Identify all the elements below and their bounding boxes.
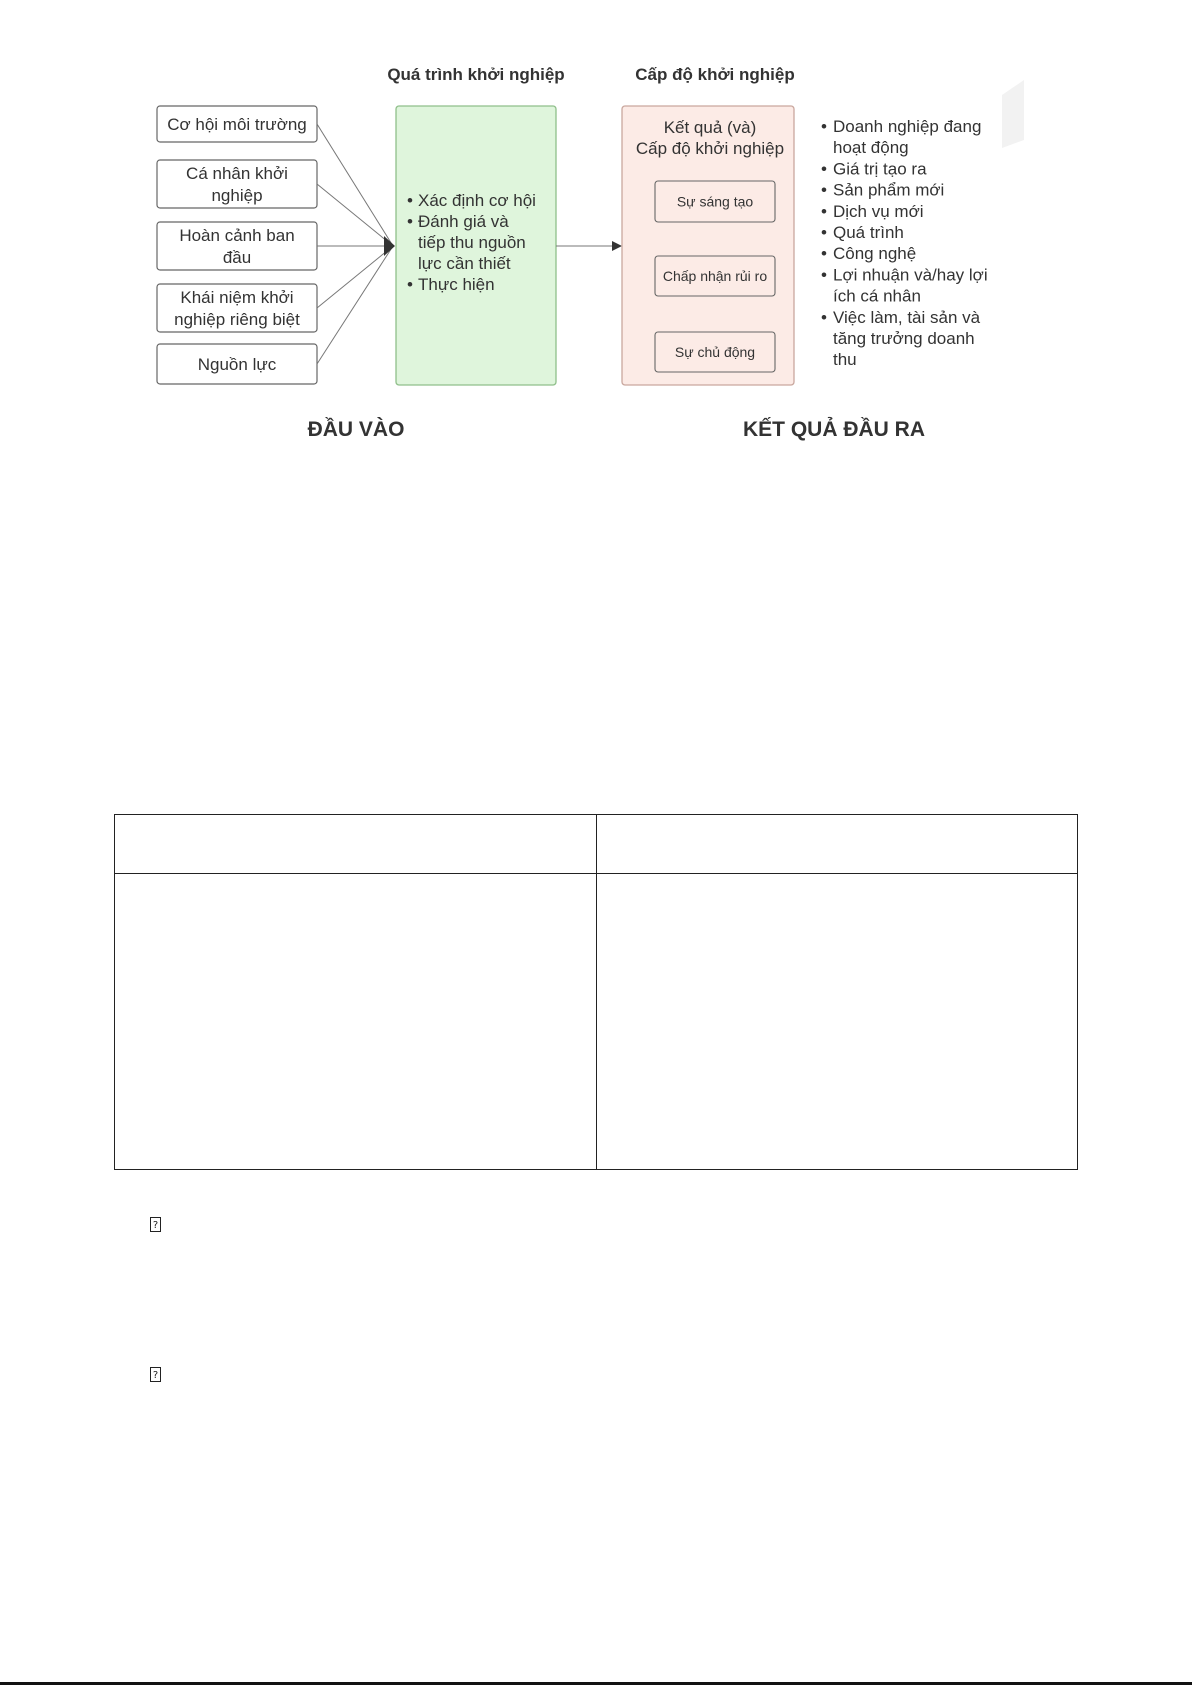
input-box-label: Nguồn lực [197, 355, 277, 374]
decorative-corner-shape [1002, 80, 1024, 148]
bullet-icon: • [821, 180, 827, 200]
bullet-icon: • [821, 244, 827, 264]
outcome-list [821, 117, 988, 369]
table-cell [115, 815, 597, 874]
connector-line [317, 246, 393, 308]
bullet-icon: • [407, 212, 413, 231]
outcome-text: tăng trưởng doanh [833, 329, 975, 348]
empty-two-column-table [114, 814, 1078, 1170]
process-step-text: Thực hiện [418, 275, 495, 294]
bottom-label-output: KẾT QUẢ ĐẦU RA [743, 418, 925, 441]
result-item-label: Sự sáng tạo [676, 193, 754, 210]
bullet-icon: • [407, 275, 413, 294]
input-box-label: nghiệp riêng biệt [174, 310, 300, 329]
process-box [396, 106, 556, 385]
bottom-label-input: ĐẦU VÀO [307, 418, 405, 441]
input-box-label: Hoàn cảnh ban [179, 226, 295, 245]
outcome-text: hoạt động [833, 138, 909, 158]
bullet-icon: • [821, 223, 827, 242]
missing-glyph-bullet: ? [150, 1367, 161, 1382]
connector-line [317, 124, 393, 246]
input-connector-lines [317, 124, 395, 364]
input-box-label: đầu [222, 248, 252, 267]
outcome-text: Doanh nghiệp đang [833, 117, 982, 136]
bullet-icon: • [407, 191, 413, 210]
section-title-level: Cấp độ khởi nghiệp [635, 65, 795, 84]
input-box-label: Khái niệm khởi [180, 288, 294, 307]
process-step-text: Đánh giá và [418, 212, 509, 231]
entrepreneurship-process-diagram [0, 0, 1192, 460]
result-box [622, 106, 794, 385]
process-step-text: lực cần thiết [418, 254, 511, 273]
bullet-icon: • [821, 201, 827, 221]
table-header-row [115, 815, 1078, 874]
connector-line [317, 246, 393, 364]
process-step-text: tiếp thu nguồn [418, 233, 526, 252]
table-row [115, 874, 1078, 1170]
table-cell [115, 874, 597, 1170]
bullet-icon: • [821, 159, 827, 179]
outcome-text: Việc làm, tài sản và [833, 307, 981, 327]
missing-glyph-bullet: ? [150, 1217, 161, 1232]
connector-line [317, 184, 393, 246]
result-item-label: Sự chủ động [674, 344, 756, 360]
input-box [157, 284, 317, 332]
input-box-label: Cá nhân khởi [186, 164, 288, 183]
arrowhead-icon [612, 241, 622, 251]
table-cell [596, 874, 1078, 1170]
result-box-title: Cấp độ khởi nghiệp [635, 139, 785, 158]
outcome-text: Công nghệ [833, 244, 917, 264]
outcome-text: Dịch vụ mới [833, 201, 924, 221]
bullet-icon: • [821, 307, 827, 327]
process-to-result-arrow [556, 241, 622, 251]
bullet-icon: • [821, 265, 827, 285]
input-box [157, 222, 317, 270]
merge-arrowhead-icon [384, 236, 395, 256]
table-cell [596, 815, 1078, 874]
outcome-text: ích cá nhân [833, 286, 921, 306]
outcome-text: Quá trình [833, 223, 904, 242]
result-box-title: Kết quả (và) [663, 118, 757, 137]
input-boxes [157, 106, 317, 384]
input-box [157, 344, 317, 384]
outcome-text: Giá trị tạo ra [833, 159, 927, 179]
result-item-label: Chấp nhận rủi ro [662, 268, 768, 284]
bullet-icon: • [821, 117, 827, 136]
process-step-text: Xác định cơ hội [418, 191, 536, 210]
input-box [157, 160, 317, 208]
outcome-text: Lợi nhuận và/hay lợi [833, 265, 988, 285]
input-box-label: Cơ hội môi trường [167, 115, 307, 134]
outcome-text: Sản phẩm mới [833, 180, 945, 200]
section-title-process: Quá trình khởi nghiệp [387, 65, 565, 84]
input-box [157, 106, 317, 142]
outcome-text: thu [833, 350, 857, 370]
input-box-label: nghiệp [211, 186, 263, 205]
